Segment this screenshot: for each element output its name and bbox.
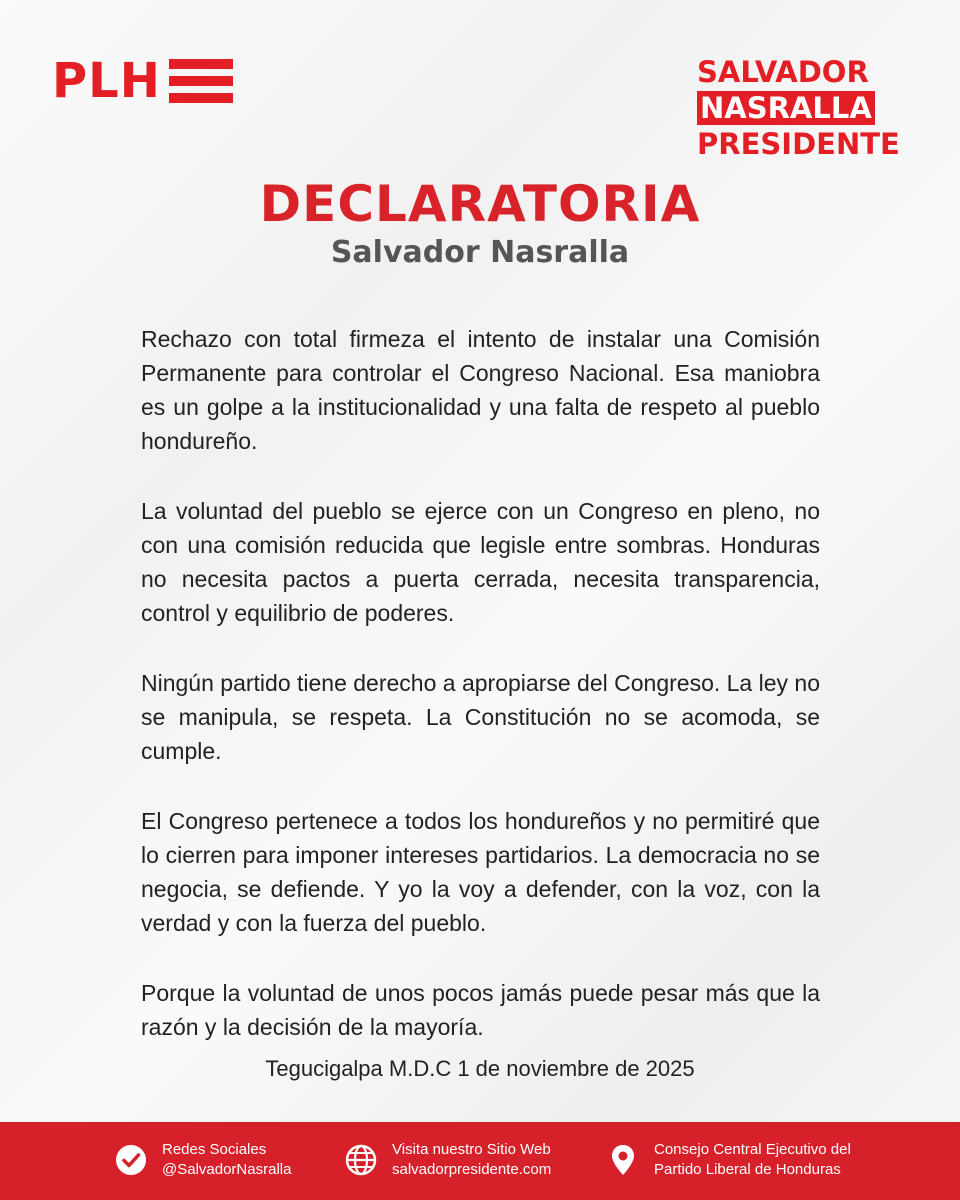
campaign-logo-line3: PRESIDENTE [697, 127, 900, 161]
footer-social[interactable] [114, 1140, 291, 1180]
footer-organization [606, 1140, 851, 1180]
footer-social-label: Redes Sociales [162, 1141, 267, 1158]
footer-org-line1: Consejo Central Ejecutivo del [654, 1141, 851, 1158]
campaign-logo-line1: SALVADOR [697, 55, 869, 89]
paragraph-3: Ningún partido tiene derecho a apropiarse del Congreso. La ley no se manipula, se respeta. La Constitución no se acomoda, se cumple. [141, 670, 820, 764]
place-date: Tegucigalpa M.D.C 1 de noviembre de 2025 [265, 1056, 695, 1081]
paragraph-5: Porque la voluntad de unos pocos jamás puede pesar más que la razón y la decisión de la mayoría. [141, 980, 820, 1040]
check-circle-icon [114, 1143, 148, 1177]
globe-icon [344, 1143, 378, 1177]
paragraph-4: El Congreso pertenece a todos los hondureños y no permitiré que lo cierren para imponer intereses partidarios. La democracia no se negocia, se defiende. Y yo la voy a defender, con la voz, con la verdad y con la fuerza del pueblo. [141, 808, 820, 936]
footer-social-handle: @SalvadorNasralla [162, 1161, 292, 1178]
footer-website-url: salvadorpresidente.com [392, 1161, 552, 1178]
document-subtitle: Salvador Nasralla [330, 235, 630, 270]
campaign-logo [697, 55, 901, 161]
campaign-logo-line2: NASRALLA [697, 91, 875, 125]
paragraph-2: La voluntad del pueblo se ejerce con un Congreso en pleno, no con una comisión reducida que legisle entre sombras. Honduras no necesita pactos a puerta cerrada, necesita transparencia, control y equilibrio de poderes. [141, 498, 820, 626]
statement-body [141, 322, 820, 1080]
flag-stripes-icon [169, 59, 233, 103]
location-pin-icon [606, 1143, 640, 1177]
plh-logo-text: PLH [52, 53, 161, 109]
footer-website[interactable] [344, 1140, 551, 1180]
footer-bar [0, 1122, 960, 1200]
document-title: DECLARATORIA [259, 175, 701, 233]
paragraph-1: Rechazo con total firmeza el intento de instalar una Comisión Permanente para controlar el Congreso Nacional. Esa maniobra es un golpe a la institucionalidad y una falta de respeto al pueblo hondureño. [141, 326, 820, 454]
footer-website-label: Visita nuestro Sitio Web [392, 1141, 551, 1158]
footer-org-line2: Partido Liberal de Honduras [654, 1161, 841, 1178]
plh-logo [52, 53, 233, 109]
